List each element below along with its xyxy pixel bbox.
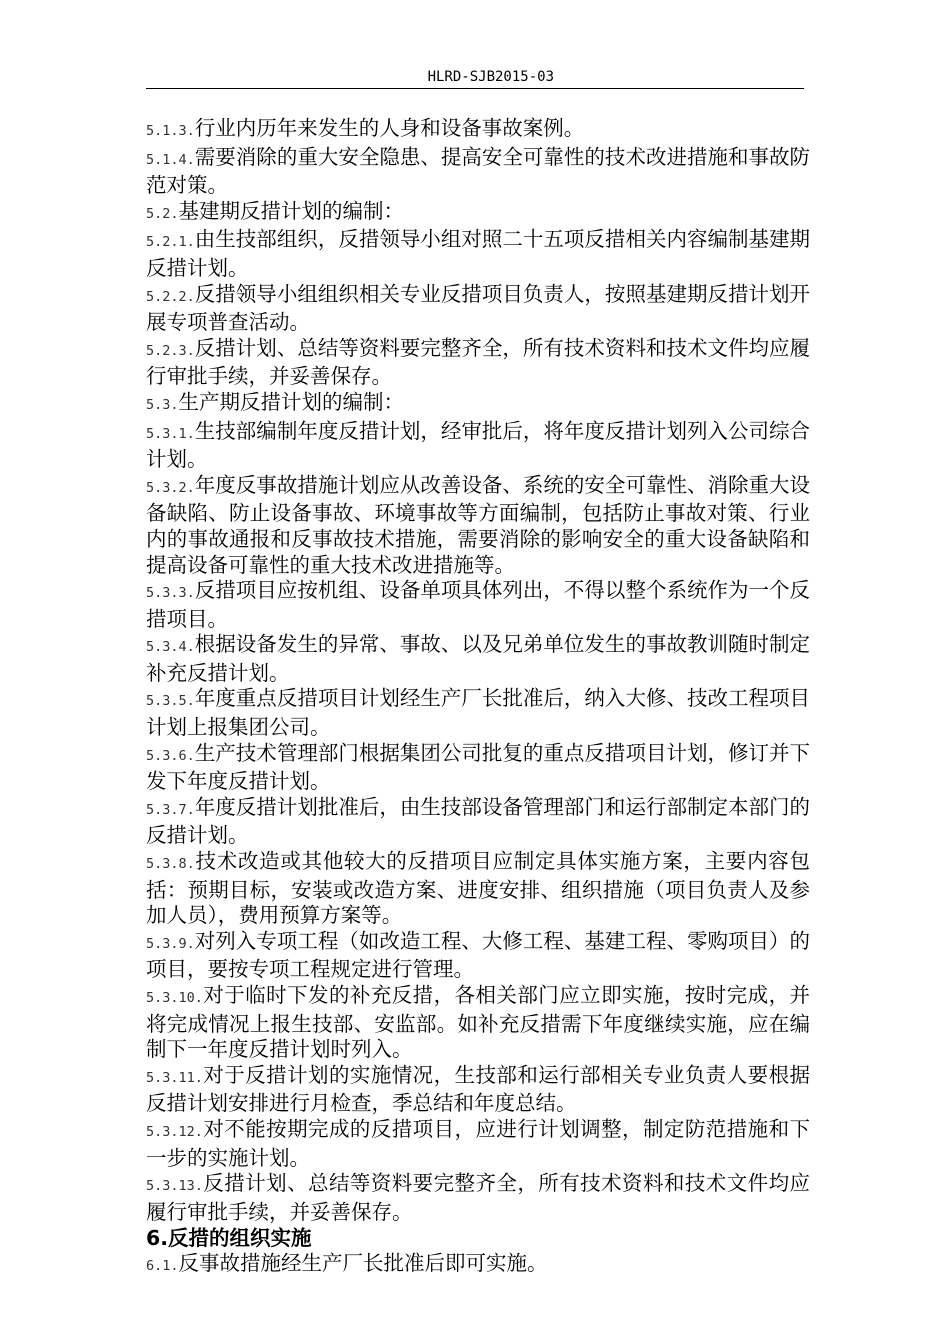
document-code: HLRD-SJB2015-03 <box>427 69 554 85</box>
clause-number: 5.3.5. <box>146 693 195 710</box>
clause-text: 对于临时下发的补充反措，各相关部门应立即实施，按时完成，并将完成情况上报生技部、安监部。如补充反措需下年度继续实施，应在编制下一年度反措计划时列入。 <box>146 983 810 1062</box>
clause-text: 生技部编制年度反措计划，经审批后，将年度反措计划列入公司综合计划。 <box>146 418 810 472</box>
clause-text: 对于反措计划的实施情况，生技部和运行部相关专业负责人要根据反措计划安排进行月检查，季总结和年度总结。 <box>146 1062 810 1116</box>
clause-number: 5.3.11. <box>146 1069 203 1086</box>
clause-number: 5.2.1. <box>146 234 195 251</box>
clause-number: 5.2.3. <box>146 342 195 359</box>
clause-text: 对列入专项工程（如改造工程、大修工程、基建工程、零购项目）的项目，要按专项工程规定进行管理。 <box>146 928 810 982</box>
clause-5-3-5 <box>146 686 810 740</box>
clause-text: 由生技部组织，反措领导小组对照二十五项反措相关内容编制基建期反措计划。 <box>146 227 810 280</box>
clause-5-3-8 <box>146 849 810 929</box>
clause-5-3-11 <box>146 1063 810 1117</box>
clause-text: 技术改造或其他较大的反措项目应制定具体实施方案，主要内容包括：预期目标，安装或改造方案、进度安排、组织措施（项目负责人及参加人员），费用预算方案等。 <box>146 849 810 928</box>
clause-number: 5.3.9. <box>146 935 195 952</box>
clause-number: 6.1. <box>146 1258 179 1275</box>
clause-5-2-1 <box>146 227 810 281</box>
clause-number: 5.3.12. <box>146 1123 203 1140</box>
clause-number: 5.2.2. <box>146 288 195 305</box>
clause-5-3-9 <box>146 929 810 983</box>
clause-5-2 <box>146 199 810 228</box>
clause-number: 5.3.2. <box>146 479 195 496</box>
clause-text: 根据设备发生的异常、事故、以及兄弟单位发生的事故教训随时制定补充反措计划。 <box>146 632 810 685</box>
clause-5-1-3 <box>146 116 810 145</box>
clause-6-1 <box>146 1251 810 1280</box>
clause-5-1-4 <box>146 145 810 199</box>
clause-text: 基建期反措计划的编制： <box>178 198 405 223</box>
clause-5-3-6 <box>146 741 810 795</box>
clause-5-3-7 <box>146 795 810 849</box>
clause-text: 年度重点反措项目计划经生产厂长批准后，纳入大修、技改工程项目计划上报集团公司。 <box>146 686 810 740</box>
clause-5-3-12 <box>146 1117 810 1171</box>
clause-text: 反事故措施经生产厂长批准后即可实施。 <box>178 1251 548 1276</box>
clause-number: 5.1.4. <box>146 151 195 168</box>
clause-text: 反措项目应按机组、设备单项具体列出，不得以整个系统作为一个反措项目。 <box>146 578 810 631</box>
clause-number: 5.3. <box>146 396 179 413</box>
clause-number: 5.3.6. <box>146 747 195 764</box>
clause-text: 反措领导小组组织相关专业反措项目负责人，按照基建期反措计划开展专项普查活动。 <box>146 281 810 335</box>
clause-number: 5.3.10. <box>146 990 203 1006</box>
clause-5-2-2 <box>146 282 810 336</box>
document-body <box>146 116 810 1280</box>
clause-5-2-3 <box>146 336 810 390</box>
clause-5-3-10 <box>146 983 810 1063</box>
clause-text: 需要消除的重大安全隐患、提高安全可靠性的技术改进措施和事故防范对策。 <box>146 144 810 198</box>
clause-text: 对不能按期完成的反措项目，应进行计划调整，制定防范措施和下一步的实施计划。 <box>146 1116 810 1170</box>
clause-text: 反措计划、总结等资料要完整齐全，所有技术资料和技术文件均应履行审批手续，并妥善保存。 <box>146 1171 810 1224</box>
clause-text: 年度反事故措施计划应从改善设备、系统的安全可靠性、消除重大设备缺陷、防止设备事故、环境事故等方面编制，包括防止事故对策、行业内的事故通报和反事故技术措施，需要消除的影响安全的重大设备缺陷和提高设备可靠性的重大技术改进措施等。 <box>146 472 810 577</box>
clause-5-3-13 <box>146 1171 810 1225</box>
clause-number: 5.3.1. <box>146 425 195 442</box>
clause-5-3-3 <box>146 578 810 632</box>
clause-text: 年度反措计划批准后，由生技部设备管理部门和运行部制定本部门的反措计划。 <box>146 794 810 848</box>
clause-number: 5.3.13. <box>146 1178 203 1195</box>
clause-number: 5.3.7. <box>146 801 195 818</box>
page-header <box>146 62 804 89</box>
clause-number: 5.3.4. <box>146 639 195 656</box>
clause-5-3-2 <box>146 473 810 578</box>
clause-text: 行业内历年来发生的人身和设备事故案例。 <box>194 116 585 140</box>
section-6-heading: 6.反措的组织实施 <box>146 1226 312 1251</box>
clause-number: 5.2. <box>146 205 179 222</box>
clause-number: 5.3.8. <box>146 856 195 873</box>
clause-text: 生产技术管理部门根据集团公司批复的重点反措项目计划，修订并下发下年度反措计划。 <box>146 740 810 794</box>
clause-text: 反措计划、总结等资料要完整齐全，所有技术资料和技术文件均应履行审批手续，并妥善保存。 <box>146 335 810 389</box>
clause-5-3-1 <box>146 419 810 473</box>
clause-number: 5.1.3. <box>146 123 195 139</box>
clause-5-3-4 <box>146 632 810 686</box>
clause-number: 5.3.3. <box>146 585 195 602</box>
clause-text: 生产期反措计划的编制： <box>178 389 405 414</box>
clause-5-3 <box>146 390 810 419</box>
